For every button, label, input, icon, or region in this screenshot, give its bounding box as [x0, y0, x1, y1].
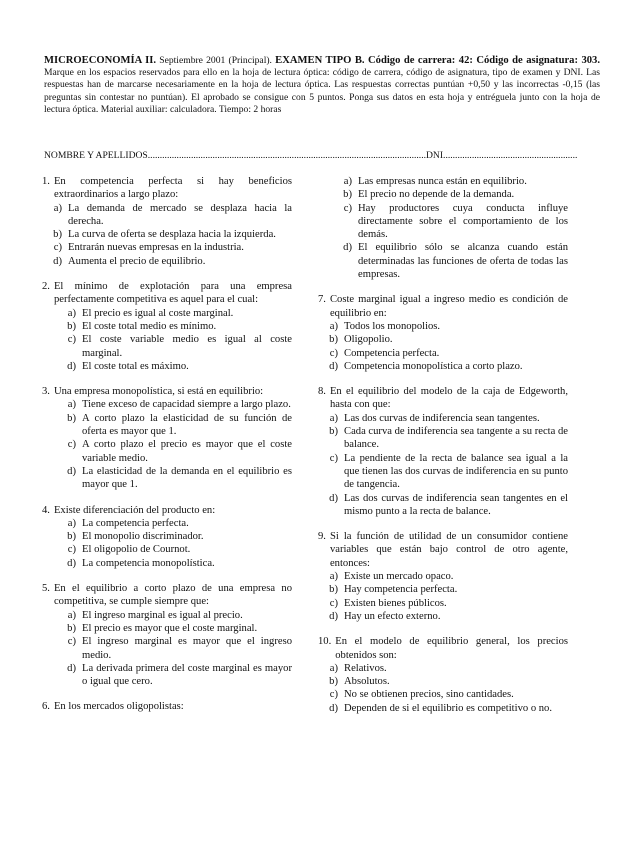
option-b: [318, 333, 568, 346]
option-d: [42, 557, 292, 570]
question-2: [42, 280, 292, 373]
question-6-options: [318, 175, 568, 281]
option-letter: a): [329, 412, 338, 424]
course-title: MICROECONOMÍA II.: [44, 55, 157, 66]
option-c: [318, 347, 568, 360]
name-dots: ....................................................................................................................: [147, 150, 426, 161]
option-letter: d): [329, 610, 338, 622]
option-text: El precio no depende de la demanda.: [358, 189, 515, 201]
question-4: [42, 504, 292, 570]
option-text: Competencia perfecta.: [344, 347, 440, 359]
option-letter: d): [67, 360, 76, 372]
option-letter: d): [67, 557, 76, 569]
option-d: [318, 241, 568, 281]
option-text: Cada curva de indiferencia sea tangente a su recta de balance.: [344, 426, 568, 451]
question-text: Una empresa monopolística, si está en equilibrio:: [53, 386, 264, 398]
option-d: [318, 702, 568, 715]
option-d: [318, 492, 568, 519]
option-text: Las dos curvas de indiferencia sean tangentes.: [344, 412, 540, 424]
option-c: [318, 202, 568, 242]
question-text: En los mercados oligopolistas:: [53, 701, 184, 713]
option-text: Las dos curvas de indiferencia sean tangentes en el mismo punto a la recta de balance.: [344, 492, 568, 517]
option-text: Relativos.: [344, 662, 387, 674]
exam-header: [44, 55, 600, 116]
option-letter: b): [329, 334, 338, 346]
option-text: Absolutos.: [344, 676, 390, 688]
option-letter: c): [329, 452, 338, 464]
option-text: El coste total medio es mínimo.: [82, 320, 217, 332]
option-c: [42, 543, 292, 556]
option-text: Hay competencia perfecta.: [344, 584, 458, 596]
option-letter: d): [53, 255, 62, 267]
option-text: El ingreso marginal es igual al precio.: [82, 609, 243, 621]
question-number: 5.: [42, 583, 50, 595]
option-a: [318, 570, 568, 583]
question-9: [318, 530, 568, 623]
dni-label: DNI: [425, 150, 444, 161]
question-text: En competencia perfecta si hay beneficios extraordinarios a largo plazo:: [53, 176, 292, 201]
option-text: A corto plazo la elasticidad de su función de oferta es mayor que 1.: [82, 412, 292, 438]
option-letter: b): [343, 189, 352, 201]
option-text: Existe un mercado opaco.: [344, 571, 454, 583]
option-letter: d): [329, 360, 338, 372]
option-text: El precio es igual al coste marginal.: [82, 307, 234, 319]
option-letter: a): [329, 662, 338, 674]
option-a: [42, 307, 292, 320]
exam-instructions: Marque en los espacios reservados para ello en la hoja de lectura óptica: código de carrera, código de asignatura, tipo de examen y DNI. Las respuestas han de marcarse necesariamente en la hoja de lectura óptica. Las respuestas correctas puntúan +0,50 y las incorrectas -0,15 (las preguntas sin contestar no puntúan). El aprobado se consigue con 5 puntos. Ponga sus datos en esta hoja y entréguela junto con la hoja de lectura óptica. Material auxiliar: calculadora. Tiempo: 2 horas: [44, 67, 600, 115]
option-d: [42, 360, 292, 373]
option-letter: a): [329, 320, 338, 332]
option-text: Tiene exceso de capacidad siempre a largo plazo.: [82, 399, 291, 411]
option-text: Existen bienes públicos.: [344, 597, 447, 609]
option-text: Entrarán nuevas empresas en la industria.: [68, 242, 244, 254]
option-letter: a): [67, 399, 76, 411]
option-c: [318, 597, 568, 610]
option-text: El oligopolio de Cournot.: [82, 544, 191, 556]
option-letter: b): [329, 584, 338, 596]
option-b: [42, 412, 292, 439]
option-a: [318, 662, 568, 675]
option-a: [318, 175, 568, 188]
option-text: La competencia monopolística.: [82, 557, 215, 569]
option-text: La pendiente de la recta de balance sea igual a la que tienen las dos curvas de indiferencia en su punto de tangencia.: [344, 452, 568, 491]
option-b: [42, 622, 292, 635]
option-text: El monopolio discriminador.: [82, 531, 204, 543]
option-text: El coste total es máximo.: [82, 360, 189, 372]
name-label: NOMBRE Y APELLIDOS: [44, 150, 148, 161]
left-column: [42, 175, 292, 714]
option-text: La curva de oferta se desplaza hacia la izquierda.: [68, 229, 276, 241]
option-b: [42, 320, 292, 333]
question-1: [42, 175, 292, 268]
option-letter: b): [329, 676, 338, 688]
option-letter: d): [329, 492, 338, 504]
option-letter: a): [67, 609, 76, 621]
option-text: El equilibrio sólo se alcanza cuando están determinadas las funciones de oferta de todas las empresas.: [358, 242, 568, 281]
question-text: Coste marginal igual a ingreso medio es condición de equilibrio en:: [329, 294, 568, 319]
option-letter: a): [53, 202, 62, 214]
option-letter: c): [329, 689, 338, 701]
option-a: [318, 412, 568, 425]
option-text: La derivada primera del coste marginal es mayor o igual que cero.: [82, 662, 292, 688]
option-text: Competencia monopolística a corto plazo.: [344, 360, 523, 372]
option-letter: a): [67, 517, 76, 529]
option-a: [42, 609, 292, 622]
option-b: [318, 583, 568, 596]
option-text: Dependen de si el equilibrio es competitivo o no.: [344, 702, 553, 714]
option-letter: c): [67, 334, 76, 346]
option-text: La competencia perfecta.: [82, 517, 189, 529]
option-text: La demanda de mercado se desplaza hacia la derecha.: [68, 202, 292, 227]
option-letter: b): [53, 229, 62, 241]
option-text: No se obtienen precios, sino cantidades.: [344, 689, 514, 701]
option-letter: c): [343, 202, 352, 214]
option-letter: c): [53, 242, 62, 254]
question-number: 10.: [318, 636, 332, 648]
option-b: [42, 228, 292, 241]
option-text: Las empresas nunca están en equilibrio.: [358, 176, 527, 187]
option-letter: b): [67, 412, 76, 424]
question-number: 1.: [42, 176, 50, 187]
question-3: [42, 385, 292, 491]
question-number: 4.: [42, 504, 50, 516]
option-d: [318, 610, 568, 623]
option-text: Hay un efecto externo.: [344, 610, 441, 622]
option-text: Oligopolio.: [344, 334, 393, 346]
option-text: El ingreso marginal es mayor que el ingreso medio.: [82, 636, 292, 661]
question-6-stem: [42, 700, 292, 713]
option-c: [42, 241, 292, 254]
exam-type: EXAMEN TIPO B. Código de carrera: 42: Código de asignatura: 303.: [275, 55, 600, 66]
question-text: El mínimo de explotación para una empresa perfectamente competitiva es aquel para el cual:: [53, 281, 292, 306]
option-a: [42, 202, 292, 229]
question-number: 9.: [318, 531, 326, 543]
option-d: [42, 662, 292, 689]
option-text: La elasticidad de la demanda en el equilibrio es mayor que 1.: [82, 465, 292, 491]
option-letter: c): [67, 636, 76, 648]
option-letter: c): [329, 597, 338, 609]
option-letter: c): [67, 544, 76, 556]
option-text: Todos los monopolios.: [344, 320, 441, 332]
option-b: [318, 425, 568, 452]
question-text: Existe diferenciación del producto en:: [53, 504, 216, 516]
question-text: Si la función de utilidad de un consumidor contiene variables que están bajo control de otro agente, entonces:: [329, 531, 568, 569]
question-8: [318, 385, 568, 518]
option-letter: d): [329, 702, 338, 714]
question-number: 2.: [42, 281, 50, 293]
option-letter: a): [67, 307, 76, 319]
option-b: [318, 675, 568, 688]
option-letter: b): [329, 426, 338, 438]
option-c: [318, 452, 568, 492]
option-letter: b): [67, 531, 76, 543]
option-letter: a): [343, 176, 352, 187]
option-letter: c): [329, 347, 338, 359]
option-text: Hay productores cuya conducta influye directamente sobre el comportamiento de los demás.: [358, 202, 568, 241]
question-5: [42, 582, 292, 688]
option-a: [318, 320, 568, 333]
option-letter: c): [67, 439, 76, 451]
question-10: [318, 635, 568, 715]
option-text: A corto plazo el precio es mayor que el coste variable medio.: [82, 439, 292, 464]
option-b: [318, 188, 568, 201]
option-text: Aumenta el precio de equilibrio.: [68, 255, 206, 267]
option-a: [42, 517, 292, 530]
question-text: En el equilibrio a corto plazo de una empresa no competitiva, se cumple siempre que:: [53, 583, 292, 608]
option-c: [42, 438, 292, 465]
option-c: [42, 333, 292, 360]
option-text: El precio es mayor que el coste marginal.: [82, 622, 258, 634]
right-column: [318, 175, 568, 727]
question-text: En el modelo de equilibrio general, los precios obtenidos son:: [335, 636, 568, 661]
option-letter: a): [329, 571, 338, 583]
question-number: 7.: [318, 294, 326, 306]
question-number: 8.: [318, 386, 326, 398]
option-c: [42, 635, 292, 662]
question-text: En el equilibrio del modelo de la caja de Edgeworth, hasta con que:: [329, 386, 568, 411]
dni-dots: ........................................................: [443, 150, 578, 161]
question-7: [318, 293, 568, 373]
option-d: [42, 465, 292, 492]
option-letter: b): [67, 622, 76, 634]
option-c: [318, 688, 568, 701]
question-number: 6.: [42, 701, 50, 713]
option-letter: d): [343, 242, 352, 254]
exam-date: Septiembre 2001 (Principal).: [156, 55, 276, 66]
option-letter: d): [67, 465, 76, 477]
option-b: [42, 530, 292, 543]
option-text: El coste variable medio es igual al coste marginal.: [82, 334, 292, 359]
question-number: 3.: [42, 386, 50, 398]
name-field-line: [44, 150, 600, 161]
option-d: [318, 360, 568, 373]
option-letter: b): [67, 320, 76, 332]
option-a: [42, 398, 292, 411]
option-letter: d): [67, 662, 76, 674]
option-d: [42, 255, 292, 268]
